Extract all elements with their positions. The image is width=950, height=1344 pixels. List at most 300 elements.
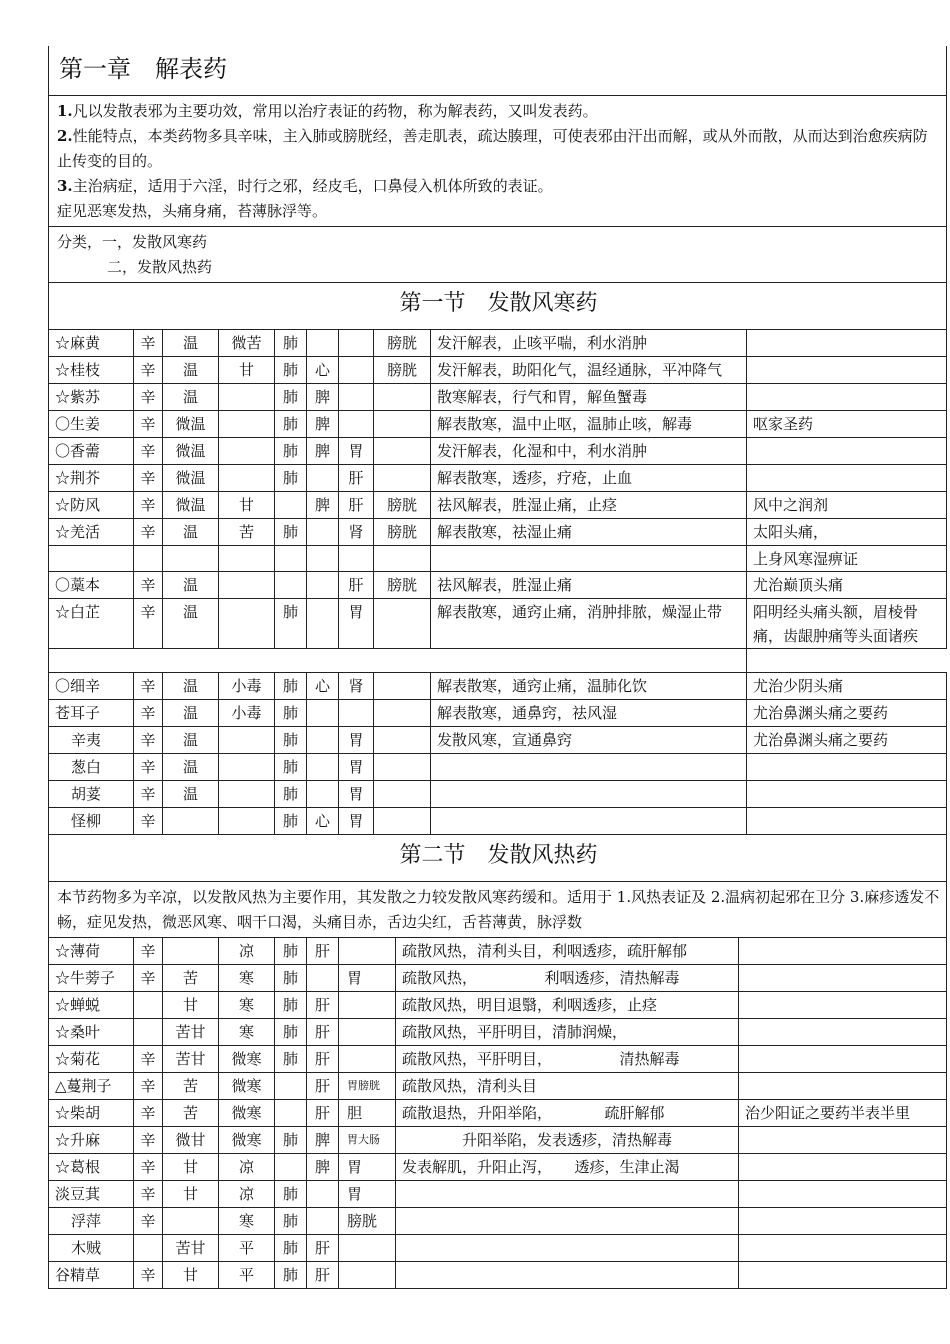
herb-name: ☆升麻: [49, 1127, 134, 1154]
herb-cell: [374, 700, 431, 727]
section1-rows: [49, 330, 947, 835]
herb-name: △蔓荆子: [49, 1073, 134, 1100]
herb-cell: 凉: [219, 1154, 275, 1181]
table-row: [49, 438, 947, 465]
herb-cell: 微寒: [219, 1100, 275, 1127]
herb-cell: 苦: [163, 1073, 219, 1100]
herb-cell: [275, 492, 307, 519]
herb-cell: 肝: [307, 1073, 339, 1100]
herb-cell: [219, 465, 275, 492]
herb-cell: 辛: [134, 492, 163, 519]
herb-note: [747, 438, 947, 465]
herb-cell: 温: [163, 384, 219, 411]
herb-cell: 肝: [339, 572, 374, 599]
herb-cell: [339, 700, 374, 727]
herb-note: 治少阳证之要药半表半里: [739, 1100, 947, 1127]
herb-cell: [219, 546, 275, 572]
table-row: [49, 572, 947, 599]
herb-cell: 寒: [219, 992, 275, 1019]
herb-cell: [374, 438, 431, 465]
herb-cell: 肺: [275, 1046, 307, 1073]
herb-cell: 胃大肠: [339, 1127, 396, 1154]
herb-effect: 解表散寒，透疹，疗疮，止血: [431, 465, 747, 492]
herb-note: [739, 1235, 947, 1262]
herb-cell: 苦: [163, 965, 219, 992]
herb-note: [739, 1046, 947, 1073]
table-row: [49, 1181, 947, 1208]
herb-cell: 肺: [275, 357, 307, 384]
herb-note: [739, 1181, 947, 1208]
herb-cell: 肺: [275, 330, 307, 357]
herb-cell: [374, 754, 431, 781]
herb-cell: 苦: [163, 1100, 219, 1127]
herb-effect: 疏散风热，明目退翳，利咽透疹，止痉: [396, 992, 739, 1019]
spacer-row: [49, 649, 947, 673]
herb-effect: [431, 754, 747, 781]
herb-cell: [374, 384, 431, 411]
herb-cell: 辛: [134, 1127, 163, 1154]
herb-effect: 发汗解表，化湿和中，利水消肿: [431, 438, 747, 465]
intro-num-2: 2.: [57, 127, 73, 145]
section2-intro: 本节药物多为辛凉，以发散风热为主要作用，其发散之力较发散风寒药缓和。适用于 1.风热表证及 2.温病初起邪在卫分 3.麻疹透发不畅，症见发热，微恶风寒、咽干口渴，头痛目赤，舌边尖红，舌苔薄黄，脉浮数: [49, 882, 947, 938]
herb-effect: [396, 1181, 739, 1208]
herb-cell: 膀胱: [339, 1208, 396, 1235]
table-row: [49, 1154, 947, 1181]
herb-cell: [219, 572, 275, 599]
herb-cell: 微温: [163, 492, 219, 519]
herb-cell: 肾: [339, 519, 374, 546]
herb-cell: [374, 465, 431, 492]
herb-cell: [307, 781, 339, 808]
herb-effect: 疏散风热，平肝明目， 清热解毒: [396, 1046, 739, 1073]
herb-name: 胡荽: [49, 781, 134, 808]
herb-cell: 辛: [134, 1262, 163, 1289]
herb-cell: 辛: [134, 965, 163, 992]
herb-cell: 温: [163, 700, 219, 727]
herb-cell: [219, 411, 275, 438]
herb-cell: 膀胱: [374, 330, 431, 357]
herb-cell: [339, 411, 374, 438]
table-row: [49, 992, 947, 1019]
herb-note: [739, 992, 947, 1019]
herb-note: 尤治巅顶头痛: [747, 572, 947, 599]
herb-cell: 肺: [275, 1235, 307, 1262]
herb-name: 〇香薷: [49, 438, 134, 465]
classification-line-2: 二，发散风热药: [107, 258, 213, 276]
herb-note: 尤治鼻渊头痛之要药: [747, 727, 947, 754]
herb-effect: [431, 808, 747, 835]
herb-cell: 胃: [339, 781, 374, 808]
herb-cell: 肝: [339, 465, 374, 492]
herb-name: ☆葛根: [49, 1154, 134, 1181]
herb-name: 苍耳子: [49, 700, 134, 727]
table-row: [49, 519, 947, 546]
table-row: [49, 546, 947, 572]
herb-cell: 温: [163, 519, 219, 546]
table-row: [49, 1262, 947, 1289]
herb-effect: 疏散退热，升阳举陷， 疏肝解郁: [396, 1100, 739, 1127]
herb-cell: 甘: [219, 492, 275, 519]
herb-cell: 微苦: [219, 330, 275, 357]
herb-cell: [307, 727, 339, 754]
chapter-table: [48, 46, 947, 835]
herb-name: ☆桂枝: [49, 357, 134, 384]
herb-cell: 胃: [339, 599, 374, 649]
herb-cell: 肺: [275, 1208, 307, 1235]
herb-cell: [275, 1100, 307, 1127]
herb-cell: 肺: [275, 727, 307, 754]
herb-cell: 肝: [307, 1235, 339, 1262]
intro-p2: 性能特点，本类药物多具辛味，主入肺或膀胱经，善走肌表，疏达腠理，可使表邪由汗出而解，或从外而散，从而达到治愈疾病防止传变的目的。: [57, 127, 928, 170]
herb-effect: 疏散风热，清利头目: [396, 1073, 739, 1100]
herb-effect: 发散风寒，宣通鼻窍: [431, 727, 747, 754]
herb-name: 木贼: [49, 1235, 134, 1262]
herb-cell: 辛: [134, 1181, 163, 1208]
herb-cell: [339, 1262, 396, 1289]
herb-cell: 肺: [275, 938, 307, 965]
herb-cell: 心: [307, 357, 339, 384]
herb-name: 〇藁本: [49, 572, 134, 599]
herb-cell: 肺: [275, 384, 307, 411]
herb-note: [747, 781, 947, 808]
herb-cell: [339, 330, 374, 357]
herb-cell: 寒: [219, 1208, 275, 1235]
table-row: [49, 1019, 947, 1046]
herb-effect: [396, 1262, 739, 1289]
herb-cell: 肺: [275, 438, 307, 465]
herb-effect: 祛风解表，胜湿止痛: [431, 572, 747, 599]
herb-cell: 肺: [275, 673, 307, 700]
herb-effect: 疏散风热， 利咽透疹，清热解毒: [396, 965, 739, 992]
herb-effect: [431, 781, 747, 808]
herb-cell: 肺: [275, 754, 307, 781]
herb-cell: 微温: [163, 465, 219, 492]
herb-effect: 解表散寒，通窍止痛，温肺化饮: [431, 673, 747, 700]
herb-cell: [275, 1154, 307, 1181]
intro-num-1: 1.: [57, 102, 73, 120]
herb-name: ☆荆芥: [49, 465, 134, 492]
section2-title: 第二节 发散风热药: [49, 835, 947, 882]
herb-name: 淡豆萁: [49, 1181, 134, 1208]
herb-cell: 凉: [219, 1181, 275, 1208]
herb-note: [739, 1208, 947, 1235]
herb-cell: [339, 1046, 396, 1073]
herb-cell: 辛: [134, 673, 163, 700]
section2-table: [48, 834, 947, 1289]
herb-name: 葱白: [49, 754, 134, 781]
herb-name: ☆白芷: [49, 599, 134, 649]
herb-cell: 辛: [134, 754, 163, 781]
herb-cell: 辛: [134, 1154, 163, 1181]
intro-block: [49, 96, 947, 227]
herb-cell: 寒: [219, 965, 275, 992]
herb-note: 呕家圣药: [747, 411, 947, 438]
herb-cell: 脾: [307, 411, 339, 438]
herb-cell: 膀胱: [374, 519, 431, 546]
herb-cell: 心: [307, 808, 339, 835]
herb-cell: 膀胱: [374, 572, 431, 599]
herb-cell: 胃: [339, 727, 374, 754]
herb-note: [739, 938, 947, 965]
herb-cell: 辛: [134, 438, 163, 465]
herb-cell: 肺: [275, 808, 307, 835]
herb-cell: [374, 599, 431, 649]
herb-cell: [134, 1235, 163, 1262]
herb-effect: 发汗解表，止咳平喘，利水消肿: [431, 330, 747, 357]
herb-name: ☆牛蒡子: [49, 965, 134, 992]
herb-note: 太阳头痛，: [747, 519, 947, 546]
table-row: [49, 384, 947, 411]
herb-cell: 辛: [134, 727, 163, 754]
herb-cell: 脾: [307, 1127, 339, 1154]
herb-cell: 辛: [134, 599, 163, 649]
table-row: [49, 754, 947, 781]
herb-cell: [374, 727, 431, 754]
herb-cell: [339, 546, 374, 572]
herb-cell: [339, 1235, 396, 1262]
herb-cell: 甘: [163, 992, 219, 1019]
herb-cell: [307, 330, 339, 357]
herb-cell: [307, 1208, 339, 1235]
herb-name: 〇细辛: [49, 673, 134, 700]
chapter-title: 第一章 解表药: [49, 46, 947, 96]
herb-cell: 平: [219, 1262, 275, 1289]
herb-cell: 辛: [134, 1073, 163, 1100]
herb-cell: [134, 1019, 163, 1046]
herb-cell: 肺: [275, 992, 307, 1019]
herb-cell: 温: [163, 599, 219, 649]
herb-effect: 解表散寒，通鼻窍，祛风湿: [431, 700, 747, 727]
herb-cell: [163, 546, 219, 572]
herb-name: ☆紫苏: [49, 384, 134, 411]
herb-cell: [163, 1208, 219, 1235]
herb-cell: 胃: [339, 1154, 396, 1181]
herb-cell: 脾: [307, 492, 339, 519]
herb-note: 上身风寒湿痹证: [747, 546, 947, 572]
herb-note: 尤治少阴头痛: [747, 673, 947, 700]
herb-cell: [163, 938, 219, 965]
section2-rows: [49, 938, 947, 1289]
herb-cell: [307, 465, 339, 492]
herb-cell: 苦甘: [163, 1046, 219, 1073]
herb-note: [739, 1127, 947, 1154]
herb-cell: 辛: [134, 808, 163, 835]
herb-name: 怪柳: [49, 808, 134, 835]
herb-cell: 胃: [339, 754, 374, 781]
herb-note: [739, 1019, 947, 1046]
herb-name: ☆薄荷: [49, 938, 134, 965]
intro-p1: 凡以发散表邪为主要功效，常用以治疗表证的药物，称为解表药，又叫发表药。: [72, 102, 598, 120]
herb-cell: 辛: [134, 330, 163, 357]
herb-cell: 肺: [275, 1181, 307, 1208]
herb-cell: [307, 572, 339, 599]
herb-cell: [219, 781, 275, 808]
herb-name: 谷精草: [49, 1262, 134, 1289]
herb-name: ☆菊花: [49, 1046, 134, 1073]
herb-cell: 胃: [339, 808, 374, 835]
herb-cell: 胃膀胱: [339, 1073, 396, 1100]
herb-cell: [219, 384, 275, 411]
herb-effect: 解表散寒，祛湿止痛: [431, 519, 747, 546]
herb-cell: [219, 727, 275, 754]
herb-effect: 发汗解表，助阳化气，温经通脉，平冲降气: [431, 357, 747, 384]
herb-cell: 胆: [339, 1100, 396, 1127]
herb-cell: 肺: [275, 781, 307, 808]
herb-note: [747, 754, 947, 781]
herb-cell: [219, 808, 275, 835]
table-row: [49, 781, 947, 808]
intro-p3: 主治病症，适用于六淫，时行之邪，经皮毛，口鼻侵入机体所致的表证。: [72, 177, 553, 195]
herb-effect: 解表散寒，通窍止痛，消肿排脓，燥湿止带: [431, 599, 747, 649]
herb-cell: [374, 546, 431, 572]
table-row: [49, 357, 947, 384]
herb-cell: 温: [163, 727, 219, 754]
herb-cell: [275, 1073, 307, 1100]
table-row: [49, 673, 947, 700]
herb-cell: 肝: [307, 1262, 339, 1289]
herb-cell: [307, 754, 339, 781]
table-row: [49, 465, 947, 492]
herb-note: 尤治鼻渊头痛之要药: [747, 700, 947, 727]
herb-cell: [307, 1181, 339, 1208]
herb-cell: 微温: [163, 411, 219, 438]
herb-cell: 心: [307, 673, 339, 700]
herb-cell: 肝: [307, 1100, 339, 1127]
herb-cell: 辛: [134, 1208, 163, 1235]
herb-note: [747, 384, 947, 411]
herb-note: [747, 808, 947, 835]
herb-cell: 胃: [339, 1181, 396, 1208]
herb-cell: 辛: [134, 1100, 163, 1127]
herb-cell: 甘: [163, 1154, 219, 1181]
herb-cell: 苦: [219, 519, 275, 546]
table-row: [49, 700, 947, 727]
herb-effect: 发表解肌，升阳止泻， 透疹，生津止渴: [396, 1154, 739, 1181]
herb-note: [747, 465, 947, 492]
table-row: [49, 965, 947, 992]
herb-cell: 辛: [134, 781, 163, 808]
herb-cell: [219, 599, 275, 649]
herb-cell: [163, 808, 219, 835]
herb-cell: 肺: [275, 411, 307, 438]
herb-cell: 小毒: [219, 700, 275, 727]
herb-cell: 平: [219, 1235, 275, 1262]
herb-name: ☆桑叶: [49, 1019, 134, 1046]
herb-cell: 肺: [275, 465, 307, 492]
herb-name: ☆麻黄: [49, 330, 134, 357]
herb-cell: 膀胱: [374, 492, 431, 519]
herb-cell: [374, 781, 431, 808]
spacer-cell: [49, 649, 747, 673]
herb-cell: 肝: [339, 492, 374, 519]
table-row: [49, 1046, 947, 1073]
herb-note: [747, 357, 947, 384]
herb-name: ☆柴胡: [49, 1100, 134, 1127]
herb-name: 辛夷: [49, 727, 134, 754]
herb-cell: 辛: [134, 1046, 163, 1073]
herb-cell: 苦甘: [163, 1019, 219, 1046]
herb-cell: [307, 519, 339, 546]
classification-line-1: 分类，一，发散风寒药: [57, 233, 208, 251]
herb-cell: 微寒: [219, 1046, 275, 1073]
herb-cell: 胃: [339, 438, 374, 465]
herb-cell: [374, 808, 431, 835]
herb-cell: [339, 992, 396, 1019]
herb-cell: [339, 384, 374, 411]
herb-note: 阳明经头痛头额，眉棱骨痛，齿龈肿痛等头面诸疾: [747, 599, 947, 649]
herb-cell: [339, 1019, 396, 1046]
herb-cell: 辛: [134, 357, 163, 384]
herb-cell: 肾: [339, 673, 374, 700]
table-row: [49, 411, 947, 438]
herb-cell: [307, 700, 339, 727]
herb-cell: 寒: [219, 1019, 275, 1046]
herb-name: ☆羌活: [49, 519, 134, 546]
herb-name: ☆防风: [49, 492, 134, 519]
herb-cell: 辛: [134, 465, 163, 492]
herb-cell: 肺: [275, 1127, 307, 1154]
herb-cell: 辛: [134, 519, 163, 546]
herb-effect: [396, 1208, 739, 1235]
herb-cell: 辛: [134, 384, 163, 411]
herb-name: 浮萍: [49, 1208, 134, 1235]
herb-cell: [275, 546, 307, 572]
herb-cell: 脾: [307, 438, 339, 465]
herb-cell: 温: [163, 673, 219, 700]
herb-cell: 肺: [275, 965, 307, 992]
table-row: [49, 492, 947, 519]
herb-cell: 温: [163, 572, 219, 599]
herb-name: [49, 546, 134, 572]
herb-cell: 微甘: [163, 1127, 219, 1154]
herb-cell: 辛: [134, 700, 163, 727]
table-row: [49, 938, 947, 965]
intro-num-3: 3.: [57, 177, 73, 195]
herb-note: [739, 965, 947, 992]
table-row: [49, 1208, 947, 1235]
herb-cell: 肺: [275, 1019, 307, 1046]
herb-cell: 辛: [134, 938, 163, 965]
herb-cell: 肝: [307, 1046, 339, 1073]
herb-cell: 小毒: [219, 673, 275, 700]
herb-note: [747, 330, 947, 357]
herb-cell: [339, 357, 374, 384]
table-row: [49, 1235, 947, 1262]
herb-effect: 散寒解表，行气和胃，解鱼蟹毒: [431, 384, 747, 411]
table-row: [49, 330, 947, 357]
herb-cell: 甘: [163, 1262, 219, 1289]
herb-cell: 肝: [307, 992, 339, 1019]
herb-cell: [219, 438, 275, 465]
table-row: [49, 808, 947, 835]
herb-effect: 疏散风热，平肝明目，清肺润燥，: [396, 1019, 739, 1046]
herb-cell: [275, 572, 307, 599]
herb-cell: 胃: [339, 965, 396, 992]
herb-cell: 肺: [275, 700, 307, 727]
herb-cell: 脾: [307, 1154, 339, 1181]
herb-cell: 肝: [307, 938, 339, 965]
herb-effect: [431, 546, 747, 572]
herb-effect: [396, 1235, 739, 1262]
herb-cell: 温: [163, 754, 219, 781]
herb-cell: 凉: [219, 938, 275, 965]
herb-cell: 甘: [163, 1181, 219, 1208]
herb-cell: 温: [163, 781, 219, 808]
herb-cell: 肺: [275, 1262, 307, 1289]
herb-cell: [307, 546, 339, 572]
section1-title: 第一节 发散风寒药: [49, 283, 947, 330]
herb-cell: 甘: [219, 357, 275, 384]
